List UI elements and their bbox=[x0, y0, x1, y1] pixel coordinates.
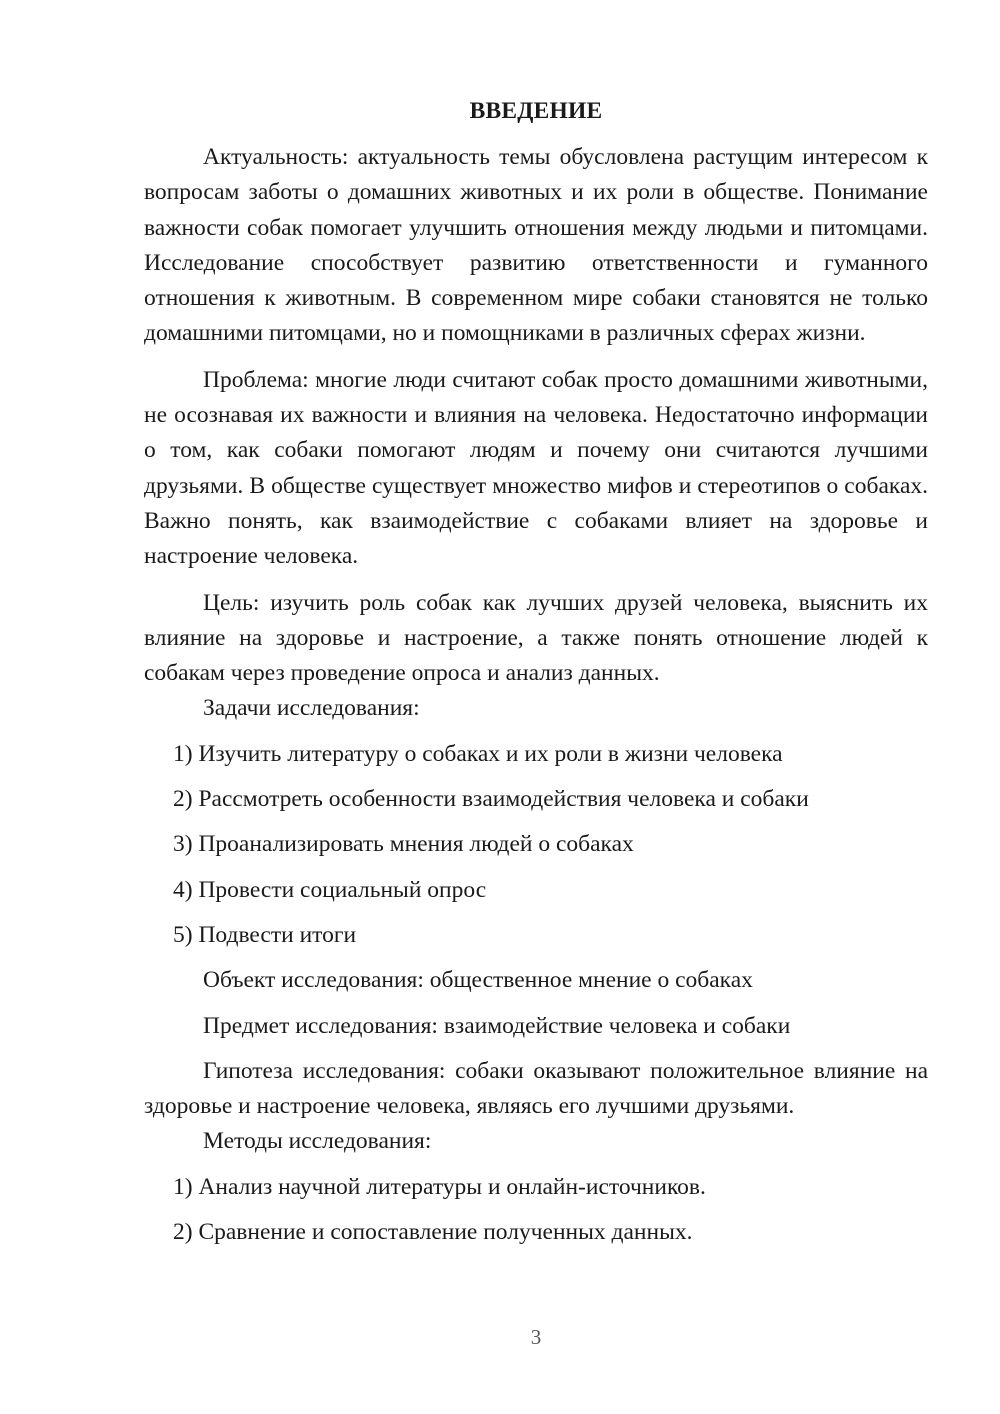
page-body bbox=[144, 94, 928, 1250]
task-item: 1) Изучить литературу о собаках и их роли в жизни человека bbox=[173, 740, 783, 767]
research-subject: Предмет исследования: взаимодействие человека и собаки bbox=[203, 1012, 791, 1039]
methods-label: Методы исследования: bbox=[203, 1128, 432, 1155]
problem-paragraph: Проблема: многие люди считают собак просто домашними животными, не осознавая их важности и влияния на человека. Недостаточно информации о том, как собаки помогают людям и почему они считаются лучшими друзьями. В обществе существует множество мифов и стереотипов о собаках. Важно понять, как взаимодействие с собаками влияет на здоровье и настроение человека. bbox=[144, 366, 928, 570]
goal-paragraph: Цель: изучить роль собак как лучших друзей человека, выяснить их влияние на здоровье и настроение, а также понять отношение людей к собакам через проведение опроса и анализ данных. bbox=[144, 589, 928, 687]
relevance-paragraph: Актуальность: актуальность темы обусловлена растущим интересом к вопросам заботы о домашних животных и их роли в обществе. Понимание важности собак помогает улучшить отношения между людьми и питомцами. Исследование способствует развитию ответственности и гуманного отношения к животным. В современном мире собаки становятся не только домашними питомцами, но и помощниками в различных сферах жизни. bbox=[144, 144, 928, 347]
hypothesis-paragraph: Гипотеза исследования: собаки оказывают положительное влияние на здоровье и настроение человека, являясь его лучшими друзьями. bbox=[144, 1057, 928, 1120]
research-object: Объект исследования: общественное мнение о собаках bbox=[203, 967, 753, 994]
method-item: 1) Анализ научной литературы и онлайн-источников. bbox=[173, 1173, 706, 1200]
section-heading: ВВЕДЕНИЕ bbox=[469, 98, 603, 124]
tasks-label: Задачи исследования: bbox=[203, 695, 420, 722]
task-item: 3) Проанализировать мнения людей о собаках bbox=[173, 831, 634, 858]
method-item: 2) Сравнение и сопоставление полученных данных. bbox=[173, 1219, 693, 1246]
task-item: 4) Провести социальный опрос bbox=[173, 876, 487, 903]
task-item: 2) Рассмотреть особенности взаимодействия человека и собаки bbox=[173, 786, 809, 813]
task-item: 5) Подвести итоги bbox=[173, 921, 357, 948]
page-number: 3 bbox=[530, 1325, 542, 1349]
